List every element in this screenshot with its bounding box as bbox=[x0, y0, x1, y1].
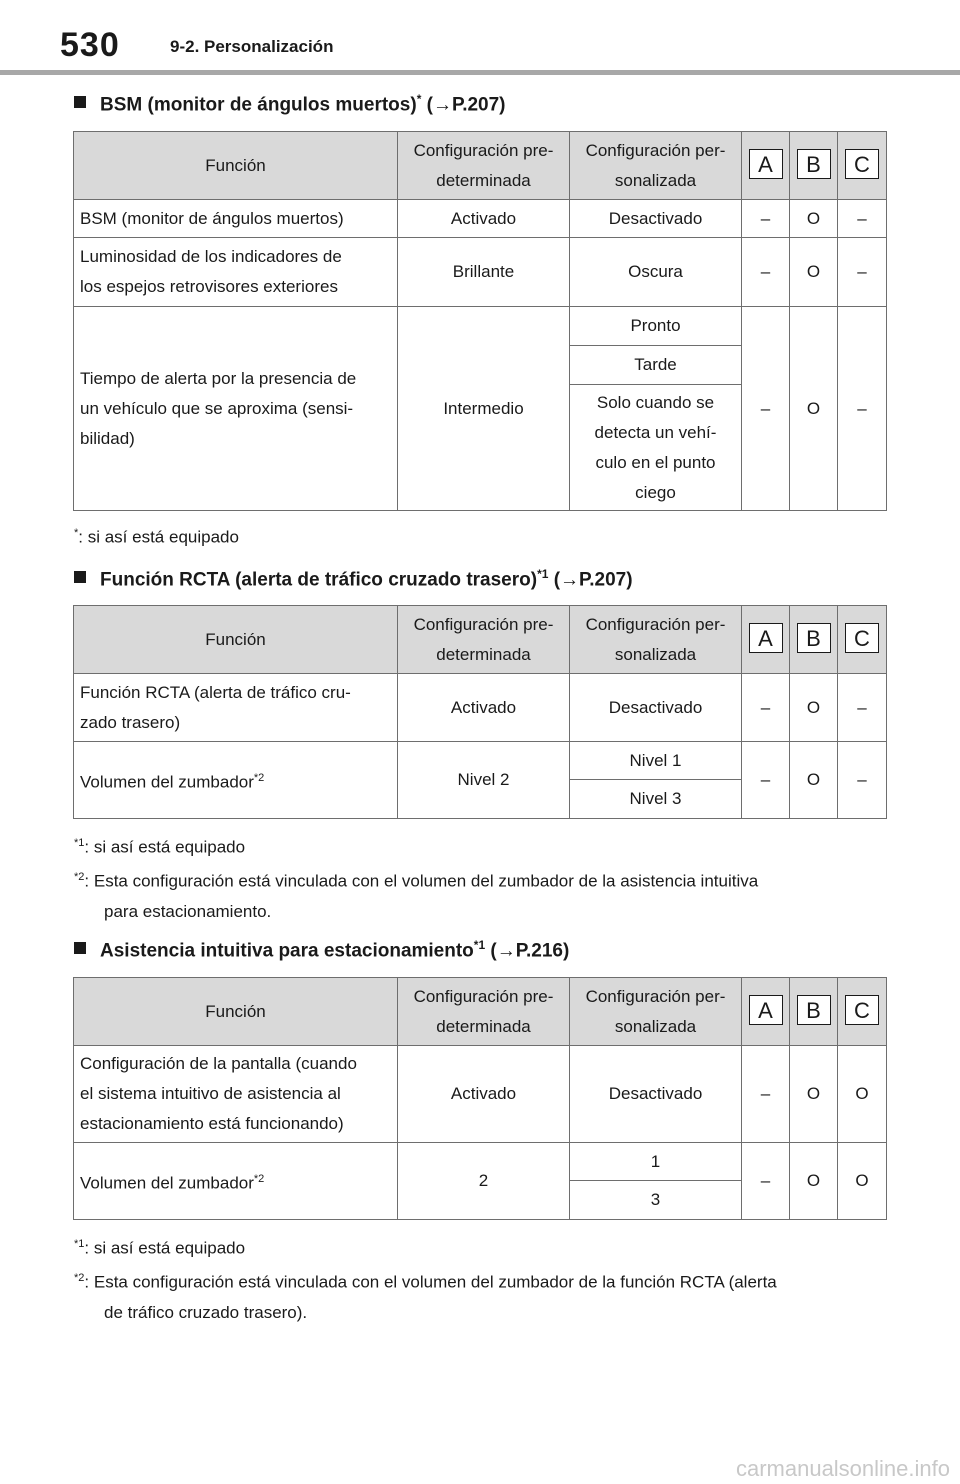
bullet-square-icon bbox=[74, 571, 86, 583]
bullet-square-icon bbox=[74, 96, 86, 108]
table-row: Configuración de la pantalla (cuando el sistema intuitivo de asistencia al estacionamiento está funcionando) Activado Desactivado – O O bbox=[74, 1046, 887, 1143]
table-row: Volumen del zumbador$^{*2}$ Nivel 2 Nivel 1 – O – bbox=[74, 742, 887, 780]
watermark: carmanualsonline.info bbox=[735, 1456, 950, 1481]
section-title-rcta: Función RCTA (alerta de tráfico cruzado trasero)$^{*1}$ (→P.207) bbox=[74, 567, 633, 591]
bullet-square-icon bbox=[74, 942, 86, 954]
letter-b-icon: B bbox=[797, 995, 831, 1025]
footnote: $^{*2}$: Esta configuración está vinculada con el volumen del zumbador de la asistencia intuitiva para estacionamiento. bbox=[74, 871, 759, 921]
section-title-bsm: BSM (monitor de ángulos muertos)* (→P.207) bbox=[74, 92, 506, 116]
letter-a-icon: A bbox=[749, 623, 783, 653]
footnote: $^{*1}$: si así está equipado bbox=[74, 837, 246, 857]
header-a bbox=[742, 132, 790, 200]
letter-c-icon: C bbox=[845, 149, 879, 179]
table-row: Luminosidad de los indicadores de los espejos retrovisores exteriores Brillante Oscura – O – bbox=[74, 238, 887, 307]
table-header-row: Función Configuración pre- determinada Configuración per- sonalizada A B C bbox=[74, 606, 887, 674]
page-header bbox=[0, 0, 960, 76]
letter-b-icon: B bbox=[797, 623, 831, 653]
letter-c-icon: C bbox=[845, 623, 879, 653]
letter-b-icon: B bbox=[797, 149, 831, 179]
page-reference-link[interactable]: (→P.207) bbox=[553, 569, 633, 591]
header-c bbox=[838, 132, 887, 200]
header-function: Función bbox=[74, 132, 398, 200]
header-divider bbox=[0, 70, 960, 75]
settings-table-parking-assist: Función Configuración pre- determinada Configuración per- sonalizada A B C Configuración de la pantalla (cuando el sistema intuitivo de asistencia al estacionamiento está funcionando) Activado Desactivado – O O Volumen del zumbador$^{*2}$ 2 1 – O O 3 bbox=[73, 977, 887, 1220]
header-custom: Configuración per- sonalizada bbox=[570, 132, 742, 200]
footnote: $^{*1}$: si así está equipado bbox=[74, 1238, 246, 1258]
table-row: Tiempo de alerta por la presencia de un vehículo que se aproxima (sensi- bilidad) Intermedio Pronto – O – bbox=[74, 307, 887, 346]
table-row: BSM (monitor de ángulos muertos) Activado Desactivado – O – bbox=[74, 200, 887, 238]
page-number: 530 bbox=[60, 26, 120, 64]
settings-table-bsm: Función Configuración pre- determinada Configuración per- sonalizada A B C BSM (monitor de ángulos muertos) Activado Desactivado – O – Luminosidad de los indicadores de los espejos retrovisores exteriores Brillante Oscura – O – Tiempo de alerta por la presencia de un vehículo que se aproxima (sensi- bilidad) Intermedio Pronto – O – Tarde Solo cuando se detecta un vehí- culo en el punto ciego bbox=[73, 131, 887, 511]
letter-a-icon: A bbox=[749, 149, 783, 179]
section-title-parking-assist: Asistencia intuitiva para estacionamiento$^{*1}$ (→P.216) bbox=[74, 938, 569, 962]
page-reference-link[interactable]: (→P.216) bbox=[490, 940, 570, 962]
letter-c-icon: C bbox=[845, 995, 879, 1025]
footnote: *: si así está equipado bbox=[74, 527, 239, 547]
table-row: Volumen del zumbador$^{*2}$ 2 1 – O O bbox=[74, 1143, 887, 1181]
letter-a-icon: A bbox=[749, 995, 783, 1025]
table-row: Función RCTA (alerta de tráfico cru- zado trasero) Activado Desactivado – O – bbox=[74, 674, 887, 742]
table-header-row: Función Configuración pre- determinada Configuración per- sonalizada A B C bbox=[74, 978, 887, 1046]
settings-table-rcta: Función Configuración pre- determinada Configuración per- sonalizada A B C Función RCTA (alerta de tráfico cru- zado trasero) Activado Desactivado – O – Volumen del zumbador$^{*2}$ Nivel 2 Nivel 1 – O – Nivel 3 bbox=[73, 605, 887, 819]
table-header-row bbox=[74, 132, 887, 200]
header-b bbox=[790, 132, 838, 200]
page-reference-link[interactable]: (→P.207) bbox=[426, 94, 506, 116]
footnote: $^{*2}$: Esta configuración está vinculada con el volumen del zumbador de la función RCTA (alerta de tráfico cruzado trasero). bbox=[74, 1272, 777, 1322]
chapter-title: 9-2. Personalización bbox=[170, 37, 334, 56]
header-default: Configuración pre- determinada bbox=[398, 132, 570, 200]
